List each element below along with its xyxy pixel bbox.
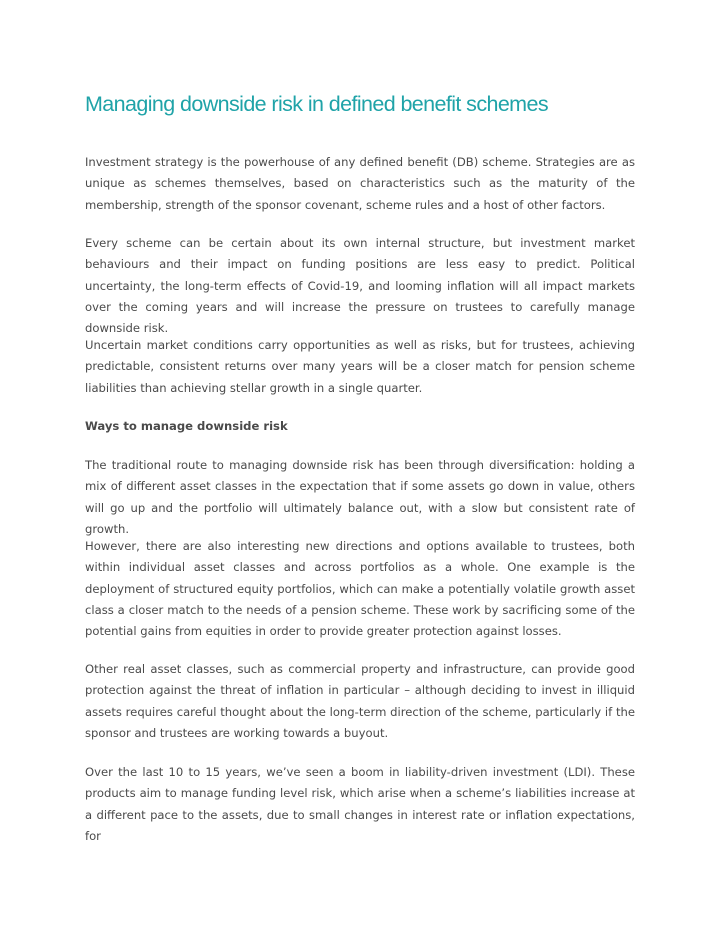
paragraph-diversification: The traditional route to managing downside risk has been through diversification: holding a mix of different asset classes in the expectation that if some assets go down in value, others will go up and the portfolio will ultimately balance out, with a slow but consistent rate of growth. [85, 458, 635, 536]
paragraph-intro: Investment strategy is the powerhouse of any defined benefit (DB) scheme. Strategies are as unique as schemes themselves, based on characteristics such as the maturity of the membership, strength of the sponsor covenant, scheme rules and a host of other factors. [85, 155, 635, 212]
paragraph-market-conditions: Uncertain market conditions carry opportunities as well as risks, but for trustees, achieving predictable, consistent returns over many years will be a closer match for pension scheme liabilities than achieving stellar growth in a single quarter. [85, 338, 635, 395]
paragraph-structured-equity: However, there are also interesting new directions and options available to trustees, both within individual asset classes and across portfolios as a whole. One example is the deployment of structured equity portfolios, which can make a potentially volatile growth asset class a closer match to the needs of a pension scheme. These work by sacrificing some of the potential gains from equities in order to provide greater protection against losses. [85, 539, 635, 639]
paragraph-real-assets: Other real asset classes, such as commercial property and infrastructure, can provide good protection against the threat of inflation in particular – although deciding to invest in illiquid assets requires careful thought about the long-term direction of the scheme, particularly if the sponsor and trustees are working towards a buyout. [85, 662, 635, 740]
paragraph-ldi: Over the last 10 to 15 years, we’ve seen a boom in liability-driven investment (LDI). These products aim to manage funding level risk, which arise when a scheme’s liabilities increase at a different pace to the assets, due to small changes in interest rate or inflation expectations, for [85, 765, 635, 843]
paragraph-uncertainty: Every scheme can be certain about its own internal structure, but investment market behaviours and their impact on funding positions are less easy to predict. Political uncertainty, the long-term effects of Covid-19, and looming inflation will all impact markets over the coming years and will increase the pressure on trustees to carefully manage downside risk. [85, 236, 635, 336]
section-heading: Ways to manage downside risk [85, 419, 288, 433]
document-title: Managing downside risk in defined benefit schemes [85, 92, 549, 116]
